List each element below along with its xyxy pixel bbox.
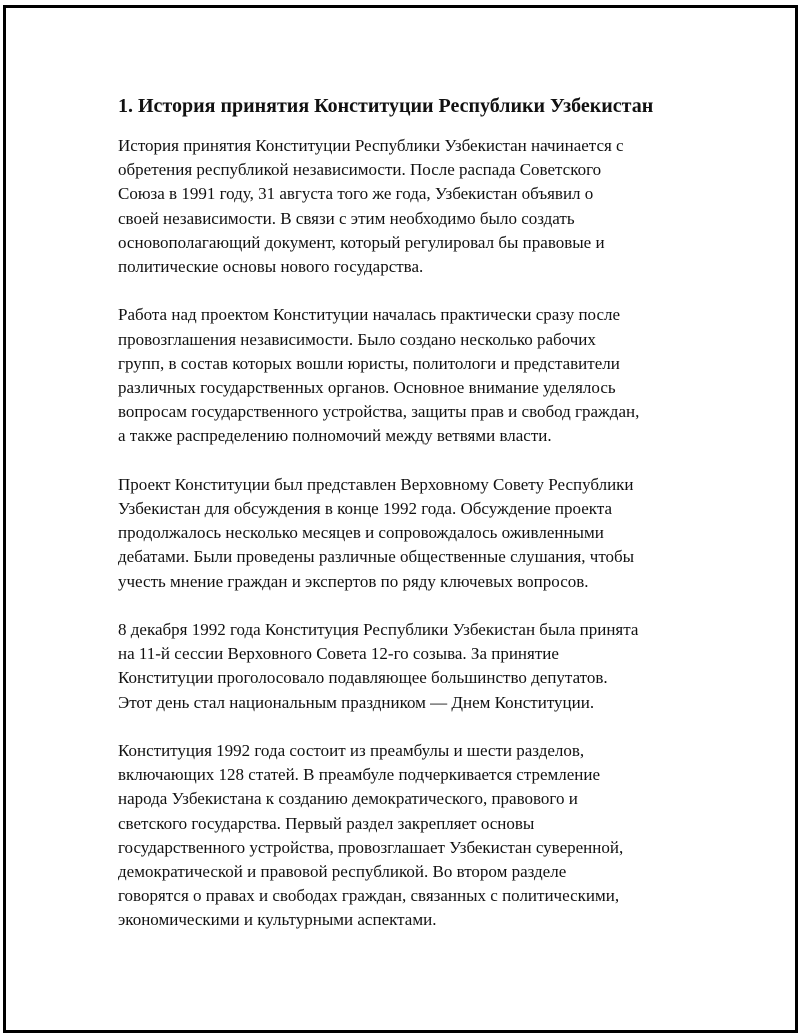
paragraph-line: дебатами. Были проведены различные общественные слушания, чтобы [118, 547, 635, 567]
paragraph-line: на 11-й сессии Верховного Совета 12-го созыва. За принятие [118, 644, 559, 664]
paragraph-line: экономическими и культурными аспектами. [118, 910, 437, 930]
section-title: 1. История принятия Конституции Республики Узбекистан [118, 95, 654, 117]
paragraph-line: демократической и правовой республикой. Во втором разделе [118, 862, 567, 882]
paragraph-line: Узбекистан для обсуждения в конце 1992 года. Обсуждение проекта [118, 499, 613, 519]
paragraph-line: государственного устройства, провозглашает Узбекистан суверенной, [118, 837, 624, 857]
paragraph-2 [118, 303, 703, 448]
paragraph-line: различных государственных органов. Основное внимание уделялось [118, 378, 616, 398]
document-body [118, 90, 703, 933]
paragraph-line: Конституция 1992 года состоит из преамбулы и шести разделов, [118, 741, 585, 761]
paragraph-line: политические основы нового государства. [118, 257, 424, 277]
paragraph-line: народа Узбекистана к созданию демократического, правового и [118, 789, 578, 809]
paragraph-line: обретения республикой независимости. После распада Советского [118, 160, 602, 180]
paragraph-line: провозглашения независимости. Было создано несколько рабочих [118, 329, 596, 349]
paragraph-line: основополагающий документ, который регулировал бы правовые и [118, 232, 605, 252]
paragraph-line: групп, в состав которых вошли юристы, политологи и представители [118, 353, 620, 373]
paragraph-5 [118, 739, 703, 933]
paragraph-line: включающих 128 статей. В преамбуле подчеркивается стремление [118, 765, 601, 785]
paragraph-1 [118, 134, 703, 279]
paragraph-line: Конституции проголосовало подавляющее большинство депутатов. [118, 668, 608, 688]
paragraph-4 [118, 618, 703, 715]
paragraph-3 [118, 473, 703, 594]
paragraph-line: Этот день стал национальным праздником — Днем Конституции. [118, 692, 595, 712]
paragraph-line: вопросам государственного устройства, защиты прав и свобод граждан, [118, 402, 640, 422]
paragraph-line: Проект Конституции был представлен Верховному Совету Республики [118, 474, 634, 494]
paragraph-line: говорятся о правах и свободах граждан, связанных с политическими, [118, 886, 620, 906]
paragraph-line: а также распределению полномочий между ветвями власти. [118, 426, 552, 446]
paragraph-line: История принятия Конституции Республики Узбекистан начинается с [118, 136, 624, 155]
paragraph-line: продолжалось несколько месяцев и сопровождалось оживленными [118, 523, 604, 543]
paragraph-line: светского государства. Первый раздел закрепляет основы [118, 813, 535, 833]
paragraph-line: Работа над проектом Конституции началась практически сразу после [118, 305, 621, 325]
paragraph-line: Союза в 1991 году, 31 августа того же года, Узбекистан объявил о [118, 184, 594, 204]
paragraph-line: учесть мнение граждан и экспертов по ряду ключевых вопросов. [118, 571, 589, 591]
paragraph-line: своей независимости. В связи с этим необходимо было создать [118, 208, 575, 228]
paragraph-line: 8 декабря 1992 года Конституция Республики Узбекистан была принята [118, 620, 639, 640]
